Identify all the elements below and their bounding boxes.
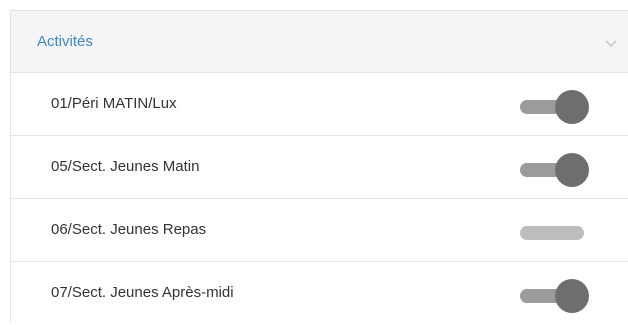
panel-title: Activités — [37, 33, 93, 50]
activity-row-2 — [11, 136, 628, 199]
toggle-track — [520, 226, 584, 240]
activity-row-3 — [11, 199, 628, 262]
activity-label: 07/Sect. Jeunes Après-midi — [51, 284, 234, 301]
activities-panel — [10, 10, 628, 322]
activity-row-4 — [11, 262, 628, 325]
activity-label: 01/Péri MATIN/Lux — [51, 95, 177, 112]
activity-row-1 — [11, 73, 628, 136]
activity-toggle-4[interactable] — [520, 279, 584, 313]
toggle-knob — [555, 90, 589, 124]
toggle-knob — [555, 279, 589, 313]
activity-toggle-3[interactable] — [520, 216, 584, 250]
chevron-down-icon[interactable] — [604, 37, 618, 49]
activity-toggle-2[interactable] — [520, 153, 584, 187]
activity-label: 05/Sect. Jeunes Matin — [51, 158, 200, 175]
activity-toggle-1[interactable] — [520, 90, 584, 124]
panel-header[interactable] — [11, 11, 628, 73]
toggle-knob — [555, 153, 589, 187]
activity-label: 06/Sect. Jeunes Repas — [51, 221, 207, 238]
